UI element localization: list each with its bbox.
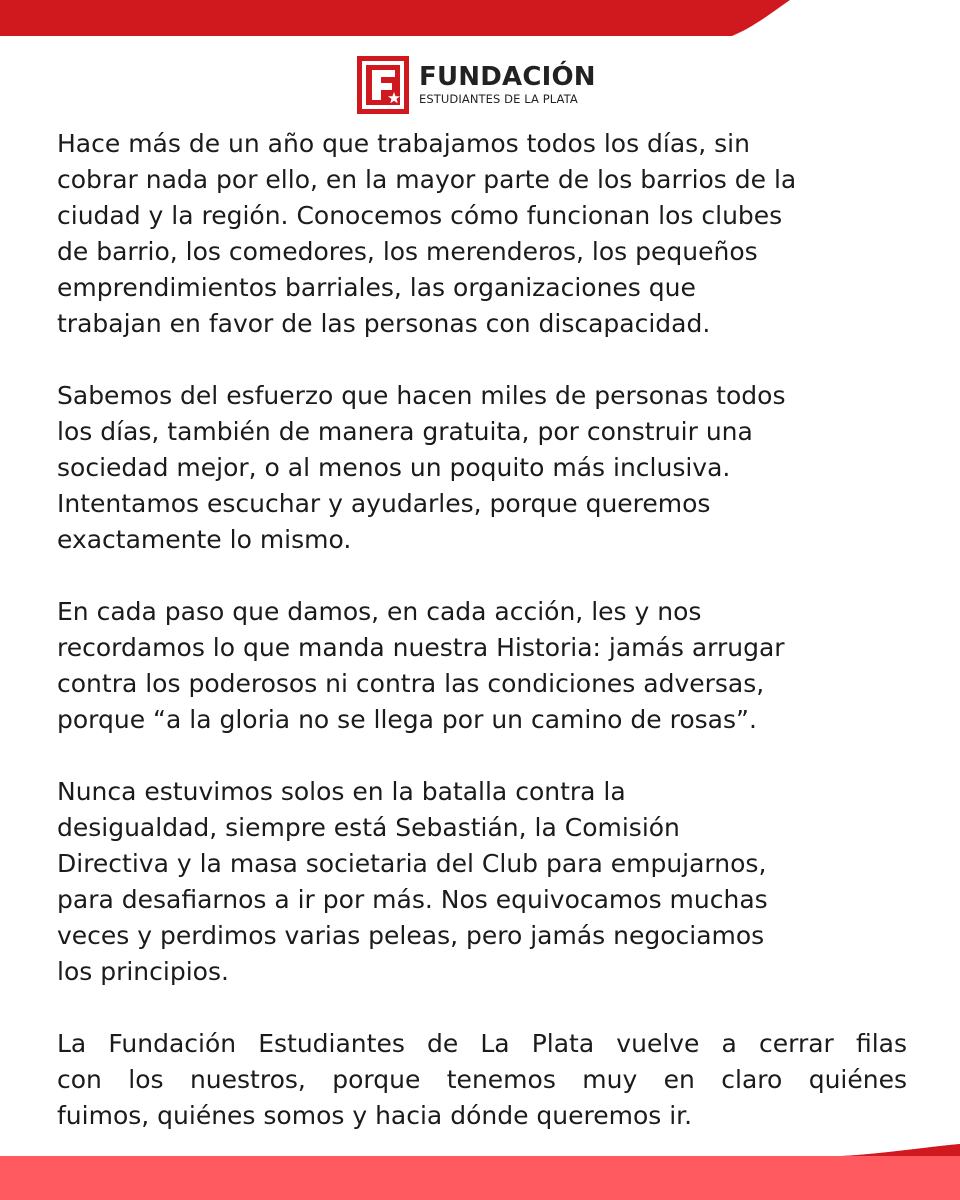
text-line: exactamente lo mismo.: [57, 525, 352, 554]
text-line: trabajan en favor de las personas con discapacidad.: [57, 309, 711, 338]
text-line: los principios.: [57, 957, 229, 986]
paragraph-1: [57, 126, 907, 342]
text-line: Directiva y la masa societaria del Club para empujarnos,: [57, 849, 767, 878]
bottom-red-banner: [0, 1144, 960, 1200]
text-line: recordamos lo que manda nuestra Historia: jamás arrugar: [57, 633, 785, 662]
text-line: En cada paso que damos, en cada acción, les y nos: [57, 597, 702, 626]
top-red-banner: [0, 0, 960, 36]
text-line: Hace más de un año que trabajamos todos los días, sin: [57, 129, 750, 158]
text-line: cobrar nada por ello, en la mayor parte de los barrios de la: [57, 165, 797, 194]
text-line: los días, también de manera gratuita, por construir una: [57, 417, 753, 446]
text-line: Intentamos escuchar y ayudarles, porque queremos: [57, 489, 711, 518]
statement-text: [57, 126, 907, 1170]
text-line: ciudad y la región. Conocemos cómo funcionan los clubes: [57, 201, 783, 230]
text-line: sociedad mejor, o al menos un poquito más inclusiva.: [57, 453, 731, 482]
text-line: desigualdad, siempre está Sebastián, la Comisión: [57, 813, 680, 842]
paragraph-2: [57, 378, 907, 558]
text-line: Sabemos del esfuerzo que hacen miles de personas todos: [57, 381, 786, 410]
text-line: de barrio, los comedores, los merenderos, los pequeños: [57, 237, 758, 266]
text-line: con los nuestros, porque tenemos muy en claro quiénes: [57, 1065, 907, 1094]
text-line: emprendimientos barriales, las organizaciones que: [57, 273, 696, 302]
brand-name: FUNDACIÓN: [419, 62, 596, 92]
paragraph-5: [57, 1026, 907, 1134]
text-line: porque “a la gloria no se llega por un camino de rosas”.: [57, 705, 757, 734]
text-line: fuimos, quiénes somos y hacia dónde queremos ir.: [57, 1101, 693, 1130]
brand-subtitle: ESTUDIANTES DE LA PLATA: [419, 92, 578, 106]
logo-text: [419, 63, 596, 107]
logo: [357, 56, 596, 114]
text-line: La Fundación Estudiantes de La Plata vuelve a cerrar filas: [57, 1029, 907, 1058]
text-line: para desafiarnos a ir por más. Nos equivocamos muchas: [57, 885, 768, 914]
paragraph-3: [57, 594, 907, 738]
paragraph-4: [57, 774, 907, 990]
text-line: veces y perdimos varias peleas, pero jamás negociamos: [57, 921, 765, 950]
text-line: Nunca estuvimos solos en la batalla contra la: [57, 777, 626, 806]
fundacion-logo-icon: [357, 56, 409, 114]
text-line: contra los poderosos ni contra las condiciones adversas,: [57, 669, 765, 698]
